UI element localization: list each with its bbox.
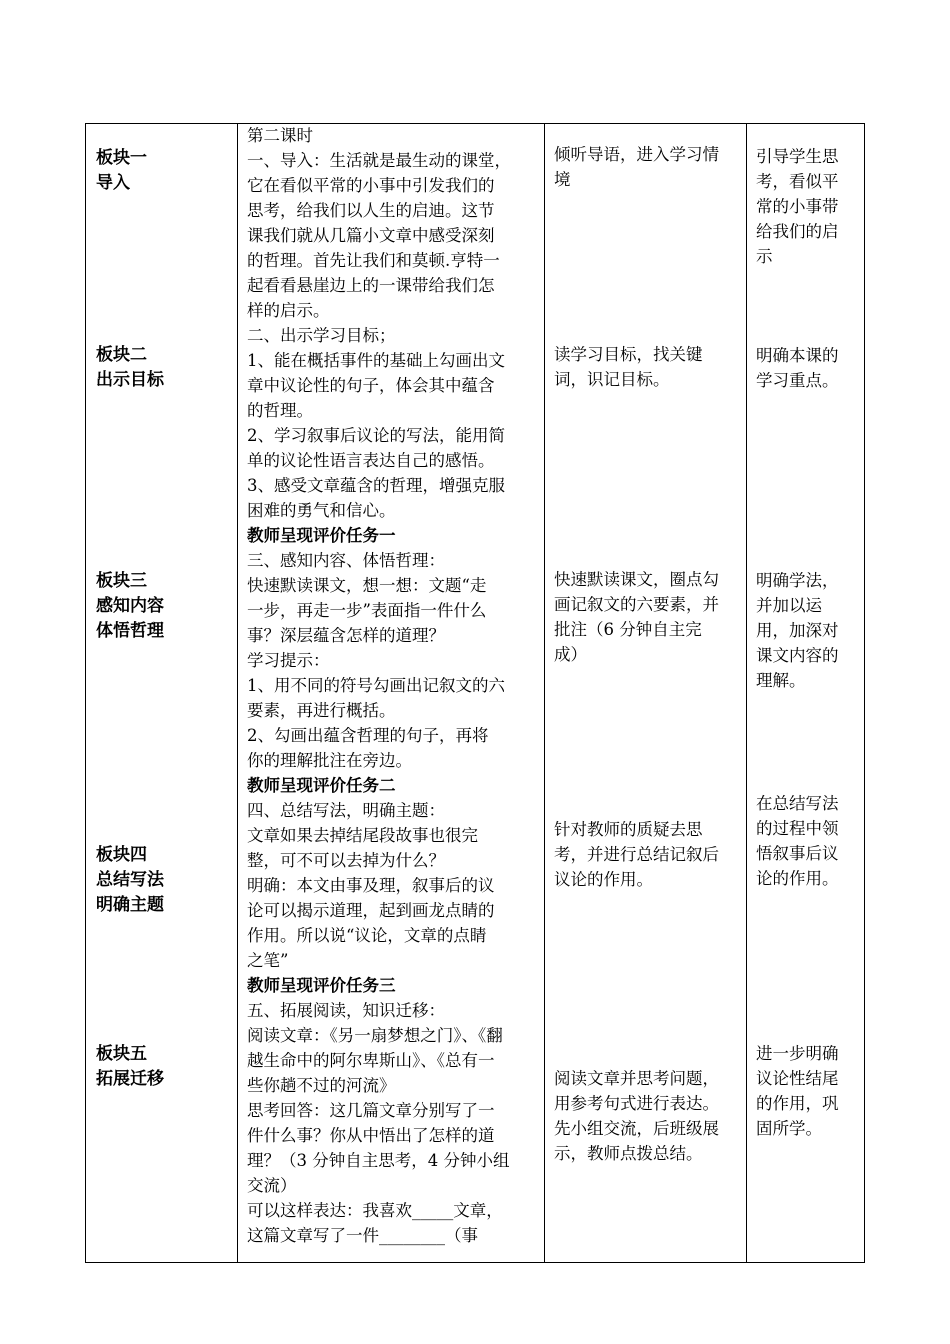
teacher-line: 五、拓展阅读，知识迁移：	[247, 1001, 445, 1020]
teacher-line: 之笔”	[247, 951, 289, 970]
teacher-line: 课我们就从几篇小文章中感受深刻	[247, 226, 495, 245]
teacher-line: 文章如果去掉结尾段故事也很完	[247, 826, 478, 845]
teacher-line: 的哲理。	[247, 401, 313, 420]
teacher-line: 事？深层蕴含怎样的道理？	[247, 626, 445, 645]
teacher-line: 三、感知内容、体悟哲理：	[247, 551, 445, 570]
design-intent-line: 进一步明确	[756, 1044, 839, 1063]
teacher-line: 起看看悬崖边上的一课带给我们怎	[247, 276, 495, 295]
evaluation-task-heading: 教师呈现评价任务三	[247, 976, 396, 995]
column-divider	[746, 124, 747, 1262]
teacher-line: 交流）	[247, 1176, 297, 1195]
block-subtitle: 体悟哲理	[96, 621, 164, 641]
teacher-line: 思考回答：这几篇文章分别写了一	[247, 1101, 495, 1120]
block-subtitle: 明确主题	[96, 895, 164, 915]
design-intent-line: 常的小事带	[756, 197, 839, 216]
block-subtitle: 总结写法	[96, 870, 164, 890]
teacher-line: 2、学习叙事后议论的写法，能用简	[247, 426, 505, 445]
design-intent-line: 的作用，巩	[756, 1094, 839, 1113]
teacher-line: 单的议论性语言表达自己的感悟。	[247, 451, 495, 470]
teacher-line: 你的理解批注在旁边。	[247, 751, 412, 770]
design-intent-line: 并加以运	[756, 596, 822, 615]
teacher-line: 越生命中的阿尔卑斯山》、《总有一	[247, 1051, 495, 1070]
teacher-line: 1、能在概括事件的基础上勾画出文	[247, 351, 505, 370]
teacher-line: 明确：本文由事及理，叙事后的议	[247, 876, 495, 895]
block-subtitle: 拓展迁移	[96, 1069, 164, 1089]
student-activity-line: 先小组交流，后班级展	[554, 1119, 719, 1138]
block-label-1	[96, 146, 147, 196]
teacher-line: 可以这样表达：我喜欢_____文章，	[247, 1201, 503, 1220]
block-label-5	[96, 1042, 164, 1092]
teacher-line: 1、用不同的符号勾画出记叙文的六	[247, 676, 505, 695]
block-title: 板块四	[96, 845, 147, 865]
design-intent-line: 明确本课的	[756, 346, 839, 365]
teacher-line: 的哲理。首先让我们和莫顿.亨特一	[247, 251, 500, 270]
lesson-table	[85, 123, 865, 1263]
teacher-line: 2、勾画出蕴含哲理的句子，再将	[247, 726, 489, 745]
teacher-line: 要素，再进行概括。	[247, 701, 396, 720]
teacher-line: 一、导入：生活就是最生动的课堂，	[247, 151, 511, 170]
design-intent-line: 在总结写法	[756, 794, 839, 813]
teacher-line: 这篇文章写了一件________（事	[247, 1226, 478, 1245]
teacher-line: 二、出示学习目标；	[247, 326, 396, 345]
block-title: 板块二	[96, 345, 147, 365]
teacher-line: 学习提示：	[247, 651, 330, 670]
evaluation-task-heading: 教师呈现评价任务一	[247, 526, 396, 545]
student-activity-line: 阅读文章并思考问题，	[554, 1069, 719, 1088]
teacher-line: 四、总结写法，明确主题：	[247, 801, 445, 820]
student-activity-line: 用参考句式进行表达。	[554, 1094, 719, 1113]
teacher-line: 论可以揭示道理，起到画龙点睛的	[247, 901, 495, 920]
design-intent-line: 论的作用。	[756, 869, 839, 888]
student-activity-line: 议论的作用。	[554, 870, 653, 889]
block-subtitle: 出示目标	[96, 370, 164, 390]
design-intent-line: 悟叙事后议	[756, 844, 839, 863]
design-intent-line: 理解。	[756, 671, 806, 690]
teacher-line: 3、感受文章蕴含的哲理，增强克服	[247, 476, 505, 495]
block-label-2	[96, 343, 164, 393]
teacher-line: 件什么事？你从中悟出了怎样的道	[247, 1126, 495, 1145]
student-activity-line: 快速默读课文，圈点勾	[554, 570, 719, 589]
student-activity-line: 示，教师点拨总结。	[554, 1144, 703, 1163]
student-activity-line: 词，识记目标。	[554, 370, 670, 389]
evaluation-task-heading: 教师呈现评价任务二	[247, 776, 396, 795]
teacher-line: 第二课时	[247, 126, 313, 145]
design-intent-line: 议论性结尾	[756, 1069, 839, 1088]
teacher-line: 些你趟不过的河流》	[247, 1076, 396, 1095]
design-intent-line: 用，加深对	[756, 621, 839, 640]
teacher-line: 作用。所以说“议论，文章的点睛	[247, 926, 487, 945]
block-title: 板块五	[96, 1044, 147, 1064]
design-intent-line: 学习重点。	[756, 371, 839, 390]
column-divider	[544, 124, 545, 1262]
teacher-line: 章中议论性的句子，体会其中蕴含	[247, 376, 495, 395]
block-title: 板块一	[96, 148, 147, 168]
student-activity-line: 考，并进行总结记叙后	[554, 845, 719, 864]
teacher-line: 样的启示。	[247, 301, 330, 320]
design-intent-line: 引导学生思	[756, 147, 839, 166]
teacher-line: 困难的勇气和信心。	[247, 501, 396, 520]
teacher-line: 它在看似平常的小事中引发我们的	[247, 176, 495, 195]
design-intent-line: 示	[756, 247, 773, 266]
column-divider	[237, 124, 238, 1262]
student-activity-line: 倾听导语，进入学习情	[554, 145, 719, 164]
student-activity-line: 画记叙文的六要素，并	[554, 595, 719, 614]
teacher-line: 阅读文章：《另一扇梦想之门》、《翻	[247, 1026, 503, 1045]
block-subtitle: 感知内容	[96, 596, 164, 616]
design-intent-line: 考，看似平	[756, 172, 839, 191]
design-intent-line: 明确学法，	[756, 571, 839, 590]
student-activity-line: 批注（6 分钟自主完	[554, 620, 702, 639]
block-label-4	[96, 843, 164, 918]
design-intent-line: 固所学。	[756, 1119, 822, 1138]
block-subtitle: 导入	[96, 173, 130, 193]
block-title: 板块三	[96, 571, 147, 591]
block-label-3	[96, 569, 164, 644]
student-activity-line: 境	[554, 170, 571, 189]
teacher-line: 一步，再走一步”表面指一件什么	[247, 601, 487, 620]
teacher-line: 快速默读课文，想一想：文题“走	[247, 576, 487, 595]
design-intent-line: 的过程中领	[756, 819, 839, 838]
teacher-line: 整，可不可以去掉为什么？	[247, 851, 445, 870]
design-intent-line: 给我们的启	[756, 222, 839, 241]
teacher-line: 理？（3 分钟自主思考，4 分钟小组	[247, 1151, 510, 1170]
student-activity-line: 针对教师的质疑去思	[554, 820, 703, 839]
teacher-line: 思考，给我们以人生的启迪。这节	[247, 201, 495, 220]
student-activity-line: 读学习目标，找关键	[554, 345, 703, 364]
student-activity-line: 成）	[554, 645, 587, 664]
design-intent-line: 课文内容的	[756, 646, 839, 665]
